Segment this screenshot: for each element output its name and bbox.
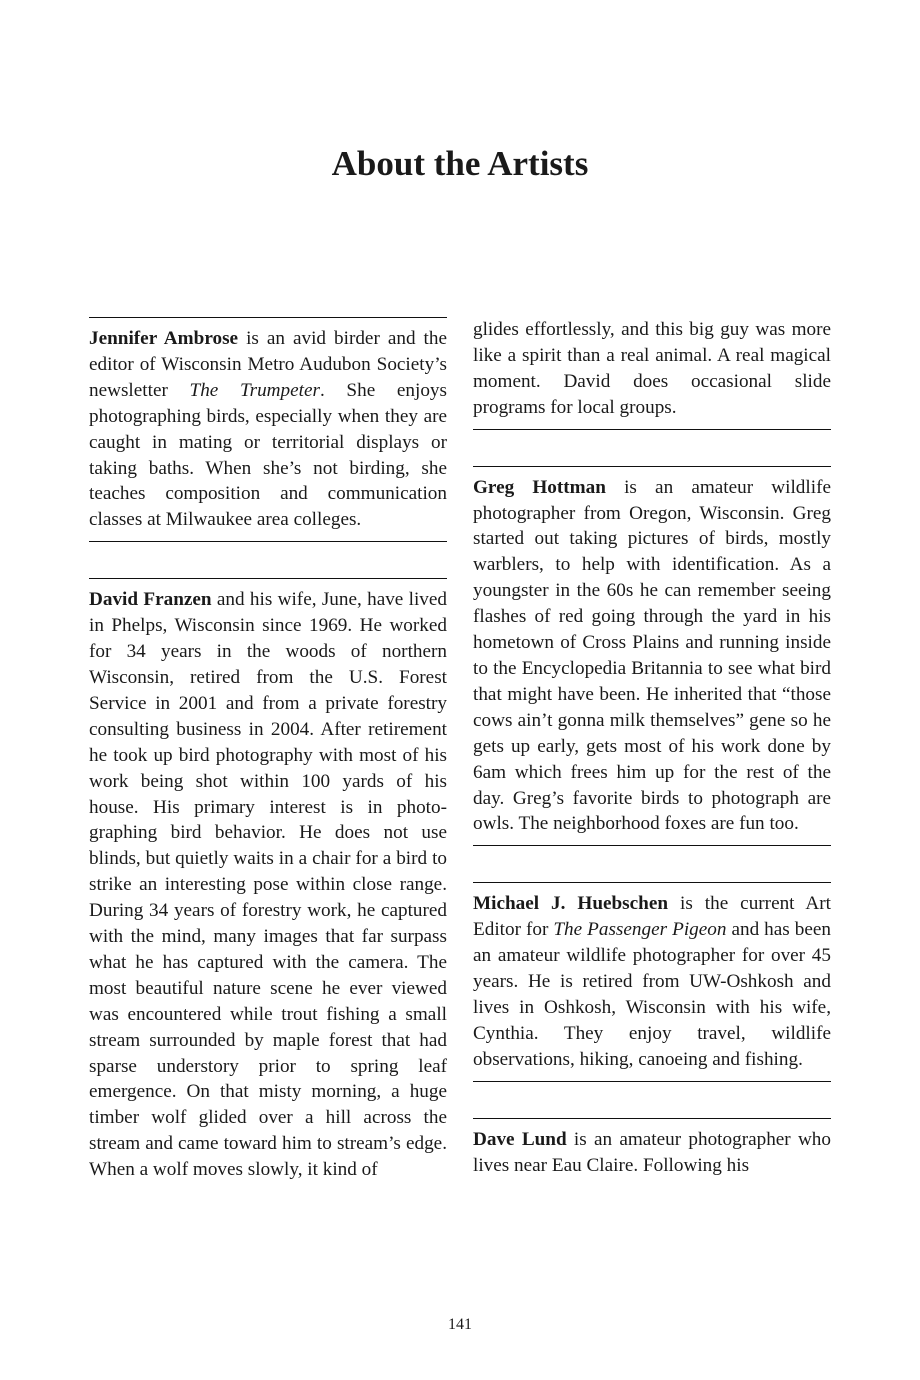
artist-name: Dave Lund — [473, 1128, 567, 1150]
artist-entry-franzen-continued — [473, 317, 831, 421]
divider-rule — [473, 882, 831, 883]
divider-rule — [473, 466, 831, 467]
artist-bio: is an amateur wildlife photographer from Oregon, Wisconsin. Greg started out taking pictures of birds, mostly warblers, to help with identification. As a youngster in the 60s he can remember seeing flashes of red going through the yard in his hometown of Cross Plains and running inside to the Encyclopedia Britannia to see what bird that might have been. He inherited that “those cows ain’t gonna milk themselves” gene so he gets up early, gets most of his work done by 6am which frees him up for the rest of the day. Greg’s favorite birds to photograph are owls. The neighborhood foxes are fun too. — [473, 476, 831, 835]
artist-bio: glides effortlessly, and this big guy was more like a spirit than a real animal. A real magical moment. David does occasional slide programs for local groups. — [473, 319, 831, 418]
artist-entry-franzen — [89, 587, 447, 1183]
right-column — [473, 317, 831, 1178]
newsletter-title: The Trumpeter — [189, 379, 320, 401]
page-number: 141 — [448, 1316, 472, 1333]
artist-bio: is an avid birder and the editor of Wisconsin Metro Audubon Society’s newsletter — [89, 328, 447, 401]
artist-entry-ambrose — [89, 326, 447, 533]
artist-name: Jennifer Ambrose — [89, 328, 239, 349]
artist-name: Greg Hottman — [473, 476, 606, 498]
artist-bio: . She enjoys photographing birds, especially when they are caught in mating or territorial displays or taking baths. When she’s not birding, she teaches composition and communication classes at Milwaukee area colleges. — [89, 379, 447, 531]
artist-name: Michael J. Huebschen — [473, 893, 669, 915]
left-column — [89, 317, 447, 1183]
divider-rule — [89, 578, 447, 579]
divider-rule — [473, 1118, 831, 1119]
artist-entry-hottman — [473, 475, 831, 838]
artist-bio: is the current Art Editor for — [473, 893, 831, 941]
artist-entry-lund — [473, 1127, 831, 1179]
artist-name: David Franzen — [89, 589, 212, 611]
artist-entry-huebschen — [473, 891, 831, 1072]
artist-bio: is an amateur photographer who lives near Eau Claire. Following his — [473, 1128, 831, 1176]
artist-bio: and has been an amateur wildlife photographer for over 45 years. He is retired from UW-Oshkosh and lives in Oshkosh, Wisconsin with his wife, Cynthia. They enjoy travel, wildlife observations, hiking, canoeing and fishing. — [473, 919, 831, 1070]
artist-bio: and his wife, June, have lived in Phelps, Wisconsin since 1969. He worked for 34 years in the woods of northern Wisconsin, retired from the U.S. Forest Service in 2001 and from a private forestry consulting business in 2004. After retirement he took up bird photography with most of his work being shot within 100 yards of his house. His primary interest is in photographing bird behavior. He does not use blinds, but quietly waits in a chair for a bird to strike an interesting pose within close range. During 34 years of forestry work, he captured with the mind, many images that far surpass what he has captured with the camera. The most beautiful nature scene he ever viewed was encountered while trout fishing a small stream surrounded by maple forest that had sparse understory prior to spring leaf emergence. On that misty morning, a huge timber wolf glided over a hill across the stream and came toward him to stream’s edge. When a wolf moves slowly, it kind of — [89, 589, 447, 1181]
divider-rule — [89, 317, 447, 318]
page-title: About the Artists — [331, 144, 589, 183]
journal-title: The Passenger Pigeon — [553, 919, 727, 941]
